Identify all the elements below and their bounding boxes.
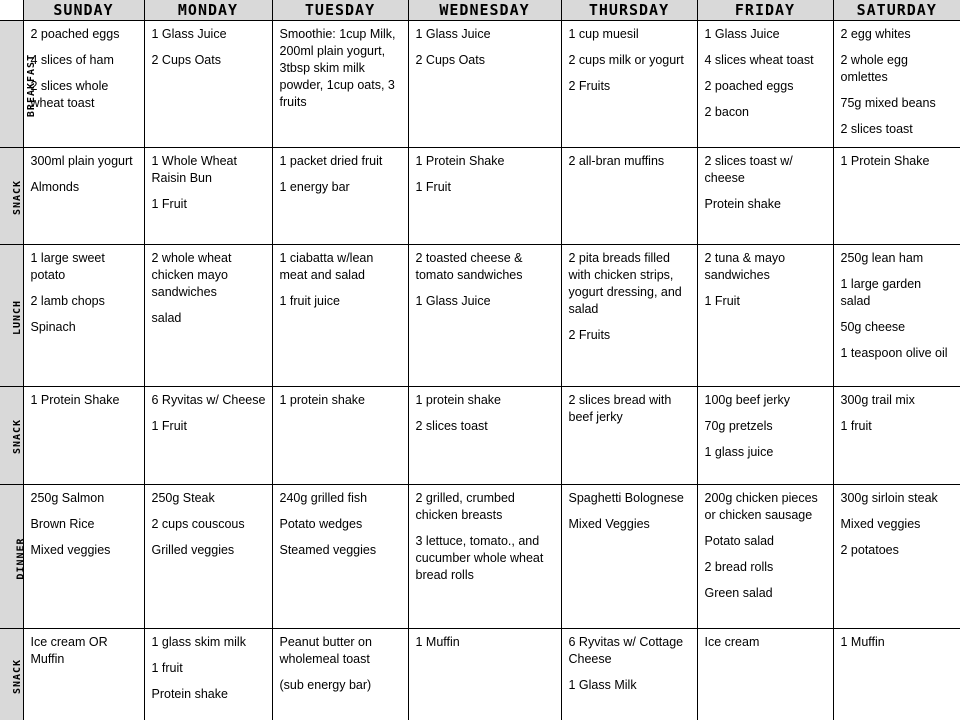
meal-label: SNACK <box>12 419 24 455</box>
meal-cell-tuesday <box>272 629 408 720</box>
day-header-wednesday: WEDNESDAY <box>408 0 561 21</box>
meal-cell-thursday <box>561 484 697 628</box>
meal-cell-content <box>834 245 960 362</box>
day-header-tuesday: TUESDAY <box>272 0 408 21</box>
meal-cell-content <box>698 21 833 121</box>
day-header-monday: MONDAY <box>144 0 272 21</box>
food-item: 1 protein shake <box>415 392 501 407</box>
meal-cell-thursday <box>561 148 697 245</box>
meal-cell-content <box>273 21 408 111</box>
meal-cell-sunday <box>23 148 144 245</box>
day-header-friday: FRIDAY <box>697 0 833 21</box>
food-item: Ice cream <box>704 635 760 650</box>
food-item: 2 cups milk or yogurt <box>568 53 684 67</box>
food-item: 2 slices toast <box>840 122 913 136</box>
food-item: 1 Whole Wheat Raisin Bun <box>151 154 237 186</box>
food-item: Grilled veggies <box>151 542 235 557</box>
meal-cell-thursday <box>561 245 697 386</box>
food-item: 300ml plain yogurt <box>30 154 133 169</box>
meal-cell-tuesday <box>272 386 408 484</box>
food-item: 6 Ryvitas w/ Cottage Cheese <box>568 635 684 667</box>
corner-cell <box>0 0 23 21</box>
food-item: 2 pita breads filled with chicken strips, yogurt dressing, and salad <box>568 251 682 317</box>
food-item: 1 energy bar <box>279 180 350 195</box>
food-item: 1 Fruit <box>151 197 187 212</box>
food-item: 2 lamb chops <box>30 294 105 309</box>
meal-cell-content <box>24 485 144 559</box>
food-item: 1 Glass Milk <box>568 678 637 693</box>
food-item: 2 slices toast w/ cheese <box>704 154 793 186</box>
food-item: 1 Protein Shake <box>30 392 120 407</box>
meal-label-cell <box>0 386 23 484</box>
food-item: 2 slices toast <box>415 418 488 433</box>
meal-cell-wednesday <box>408 148 561 245</box>
meal-cell-content <box>562 485 697 533</box>
food-item: Potato salad <box>704 533 774 548</box>
food-item: 2 toasted cheese & tomato sandwiches <box>415 251 523 283</box>
meal-cell-thursday <box>561 386 697 484</box>
food-item: 250g Steak <box>151 490 215 505</box>
food-item: 1 fruit <box>151 661 183 676</box>
meal-cell-tuesday <box>272 21 408 148</box>
food-item: 2 tuna & mayo sandwiches <box>704 251 786 283</box>
meal-cell-sunday <box>23 629 144 720</box>
meal-cell-content <box>562 387 697 426</box>
food-item: 1 Glass Juice <box>415 27 491 41</box>
meal-row-dinner <box>0 484 960 628</box>
meal-row-breakfast <box>0 21 960 148</box>
meal-cell-tuesday <box>272 245 408 386</box>
food-item: 100g beef jerky <box>704 392 790 407</box>
food-item: 1 glass skim milk <box>151 635 246 650</box>
meal-cell-saturday <box>833 386 960 484</box>
food-item: 4 slices wheat toast <box>704 53 814 67</box>
food-item: 2 egg whites <box>840 27 911 41</box>
food-item: Steamed veggies <box>279 542 377 557</box>
day-header-saturday: SATURDAY <box>833 0 960 21</box>
meal-cell-saturday <box>833 629 960 720</box>
food-item: Almonds <box>30 180 80 195</box>
meal-cell-content <box>273 629 408 694</box>
food-item: Mixed veggies <box>30 542 111 557</box>
food-item: 1 ciabatta w/lean meat and salad <box>279 251 374 283</box>
food-item: 1 Fruit <box>704 294 740 309</box>
meal-cell-monday <box>144 148 272 245</box>
meal-cell-content <box>698 245 833 310</box>
meal-cell-content <box>24 21 144 112</box>
meal-cell-friday <box>697 21 833 148</box>
food-item: 2 Cups Oats <box>415 53 485 67</box>
food-item: 1 protein shake <box>279 392 365 407</box>
food-item: Protein shake <box>704 197 781 212</box>
food-item: 2 whole egg omlettes <box>840 53 908 84</box>
food-item: 2 grilled, crumbed chicken breasts <box>415 490 515 522</box>
meal-cell-content <box>24 387 144 409</box>
food-item: 1 Muffin <box>840 635 885 650</box>
food-item: 1 Fruit <box>415 180 451 195</box>
food-item: 1 Glass Juice <box>151 27 227 41</box>
meal-cell-content <box>409 21 561 69</box>
day-header-sunday: SUNDAY <box>23 0 144 21</box>
meal-cell-content <box>145 245 272 327</box>
food-item: 3 lettuce, tomato., and cucumber whole wheat bread rolls <box>415 533 544 582</box>
meal-cell-wednesday <box>408 386 561 484</box>
meal-cell-content <box>834 629 960 651</box>
meal-cell-tuesday <box>272 148 408 245</box>
food-item: 2 bacon <box>704 105 749 119</box>
meal-label: LUNCH <box>12 299 24 335</box>
meal-cell-content <box>409 148 561 196</box>
meal-cell-content <box>698 387 833 461</box>
meal-cell-content <box>145 387 272 435</box>
food-item: 1 fruit <box>840 418 872 433</box>
food-item: Brown Rice <box>30 516 95 531</box>
food-item: 2 all-bran muffins <box>568 154 665 169</box>
meal-cell-friday <box>697 245 833 386</box>
meal-cell-wednesday <box>408 484 561 628</box>
meal-cell-content <box>409 629 561 651</box>
food-item: 2 slices whole wheat toast <box>30 79 109 110</box>
food-item: 1 Protein Shake <box>840 154 930 169</box>
food-item: 75g mixed beans <box>840 96 936 110</box>
meal-cell-monday <box>144 386 272 484</box>
food-item: Mixed veggies <box>840 516 921 531</box>
food-item: 300g trail mix <box>840 392 915 407</box>
food-item: Protein shake <box>151 687 228 702</box>
meal-cell-tuesday <box>272 484 408 628</box>
food-item: 2 potatoes <box>840 542 899 557</box>
food-item: 240g grilled fish <box>279 490 368 505</box>
food-item: 200g chicken pieces or chicken sausage <box>704 490 818 522</box>
meal-cell-content <box>562 21 697 95</box>
food-item: 1 glass juice <box>704 444 774 459</box>
food-item: Spaghetti Bolognese <box>568 490 684 505</box>
meal-cell-friday <box>697 484 833 628</box>
meal-label: DINNER <box>15 537 27 580</box>
day-header-row <box>0 0 960 21</box>
food-item: 1 large sweet potato <box>30 251 105 283</box>
meal-label-cell <box>0 148 23 245</box>
meal-cell-saturday <box>833 484 960 628</box>
food-item: 2 cups couscous <box>151 516 245 531</box>
meal-cell-content <box>834 148 960 170</box>
meal-cell-content <box>273 485 408 559</box>
meal-cell-saturday <box>833 245 960 386</box>
meal-cell-content <box>698 148 833 213</box>
meal-label-cell <box>0 629 23 720</box>
food-item: 1 Glass Juice <box>415 294 491 309</box>
food-item: 1 teaspoon olive oil <box>840 346 948 361</box>
meal-cell-sunday <box>23 245 144 386</box>
meal-cell-sunday <box>23 21 144 148</box>
meal-cell-sunday <box>23 484 144 628</box>
meal-row-snack <box>0 148 960 245</box>
food-item: Green salad <box>704 585 773 600</box>
food-item: 2 slices bread with beef jerky <box>568 392 672 424</box>
meal-cell-content <box>273 387 408 409</box>
food-item: Peanut butter on wholemeal toast <box>279 635 372 667</box>
meal-cell-friday <box>697 386 833 484</box>
meal-row-snack <box>0 386 960 484</box>
meal-cell-content <box>273 245 408 310</box>
meal-cell-friday <box>697 148 833 245</box>
food-item: 300g sirloin steak <box>840 490 938 505</box>
meal-cell-content <box>698 485 833 602</box>
meal-cell-content <box>834 485 960 559</box>
meal-cell-saturday <box>833 148 960 245</box>
meal-cell-content <box>24 148 144 196</box>
food-item: 2 Fruits <box>568 79 611 93</box>
meal-cell-content <box>145 485 272 559</box>
food-item: Smoothie: 1cup Milk, 200ml plain yogurt, 3tbsp skim milk powder, 1cup oats, 3 fruits <box>279 27 396 109</box>
food-item: 1 cup muesil <box>568 27 639 41</box>
meal-cell-content <box>409 387 561 435</box>
food-item: Spinach <box>30 320 76 335</box>
meal-cell-monday <box>144 629 272 720</box>
meal-label: SNACK <box>12 180 24 216</box>
food-item: Mixed Veggies <box>568 516 650 531</box>
meal-cell-monday <box>144 245 272 386</box>
meal-cell-monday <box>144 484 272 628</box>
meal-cell-content <box>145 629 272 703</box>
meal-cell-saturday <box>833 21 960 148</box>
meal-cell-sunday <box>23 386 144 484</box>
meal-label-cell <box>0 484 27 628</box>
food-item: salad <box>151 311 182 326</box>
food-item: 1 packet dried fruit <box>279 154 383 169</box>
meal-label-cell <box>0 21 38 148</box>
meal-cell-content <box>409 485 561 584</box>
meal-rows <box>0 21 960 720</box>
food-item: 6 Ryvitas w/ Cheese <box>151 392 266 407</box>
food-item: 4 slices of ham <box>30 53 114 67</box>
meal-cell-content <box>562 245 697 344</box>
food-item: 70g pretzels <box>704 418 773 433</box>
meal-cell-wednesday <box>408 245 561 386</box>
meal-cell-content <box>24 629 144 668</box>
meal-row-snack <box>0 629 960 720</box>
meal-cell-content <box>273 148 408 196</box>
food-item: Ice cream OR Muffin <box>30 635 108 667</box>
food-item: (sub energy bar) <box>279 678 372 693</box>
meal-cell-content <box>145 21 272 69</box>
food-item: 1 Protein Shake <box>415 154 505 169</box>
food-item: 2 poached eggs <box>30 27 120 41</box>
meal-cell-thursday <box>561 21 697 148</box>
food-item: 2 Cups Oats <box>151 53 221 67</box>
meal-cell-content <box>834 387 960 435</box>
meal-cell-content <box>698 629 833 651</box>
food-item: 1 fruit juice <box>279 294 340 309</box>
food-item: 1 Glass Juice <box>704 27 780 41</box>
meal-cell-thursday <box>561 629 697 720</box>
meal-cell-content <box>24 245 144 336</box>
food-item: 250g Salmon <box>30 490 105 505</box>
meal-cell-content <box>562 148 697 170</box>
meal-label: SNACK <box>12 658 24 694</box>
meal-label: BREAKFAST <box>26 54 38 118</box>
food-item: 250g lean ham <box>840 251 924 266</box>
meal-cell-wednesday <box>408 21 561 148</box>
meal-cell-content <box>562 629 697 694</box>
food-item: 2 poached eggs <box>704 79 794 93</box>
meal-cell-wednesday <box>408 629 561 720</box>
food-item: 2 Fruits <box>568 328 611 343</box>
food-item: 1 Muffin <box>415 635 460 650</box>
day-header-thursday: THURSDAY <box>561 0 697 21</box>
meal-row-lunch <box>0 245 960 386</box>
meal-cell-monday <box>144 21 272 148</box>
food-item: 50g cheese <box>840 320 906 335</box>
meal-cell-content <box>145 148 272 213</box>
food-item: 1 Fruit <box>151 418 187 433</box>
food-item: 1 large garden salad <box>840 277 922 309</box>
food-item: 2 whole wheat chicken mayo sandwiches <box>151 251 232 300</box>
meal-cell-content <box>409 245 561 310</box>
food-item: 2 bread rolls <box>704 559 774 574</box>
meal-cell-content <box>834 21 960 138</box>
meal-cell-friday <box>697 629 833 720</box>
meal-label-cell <box>0 245 23 386</box>
food-item: Potato wedges <box>279 516 363 531</box>
